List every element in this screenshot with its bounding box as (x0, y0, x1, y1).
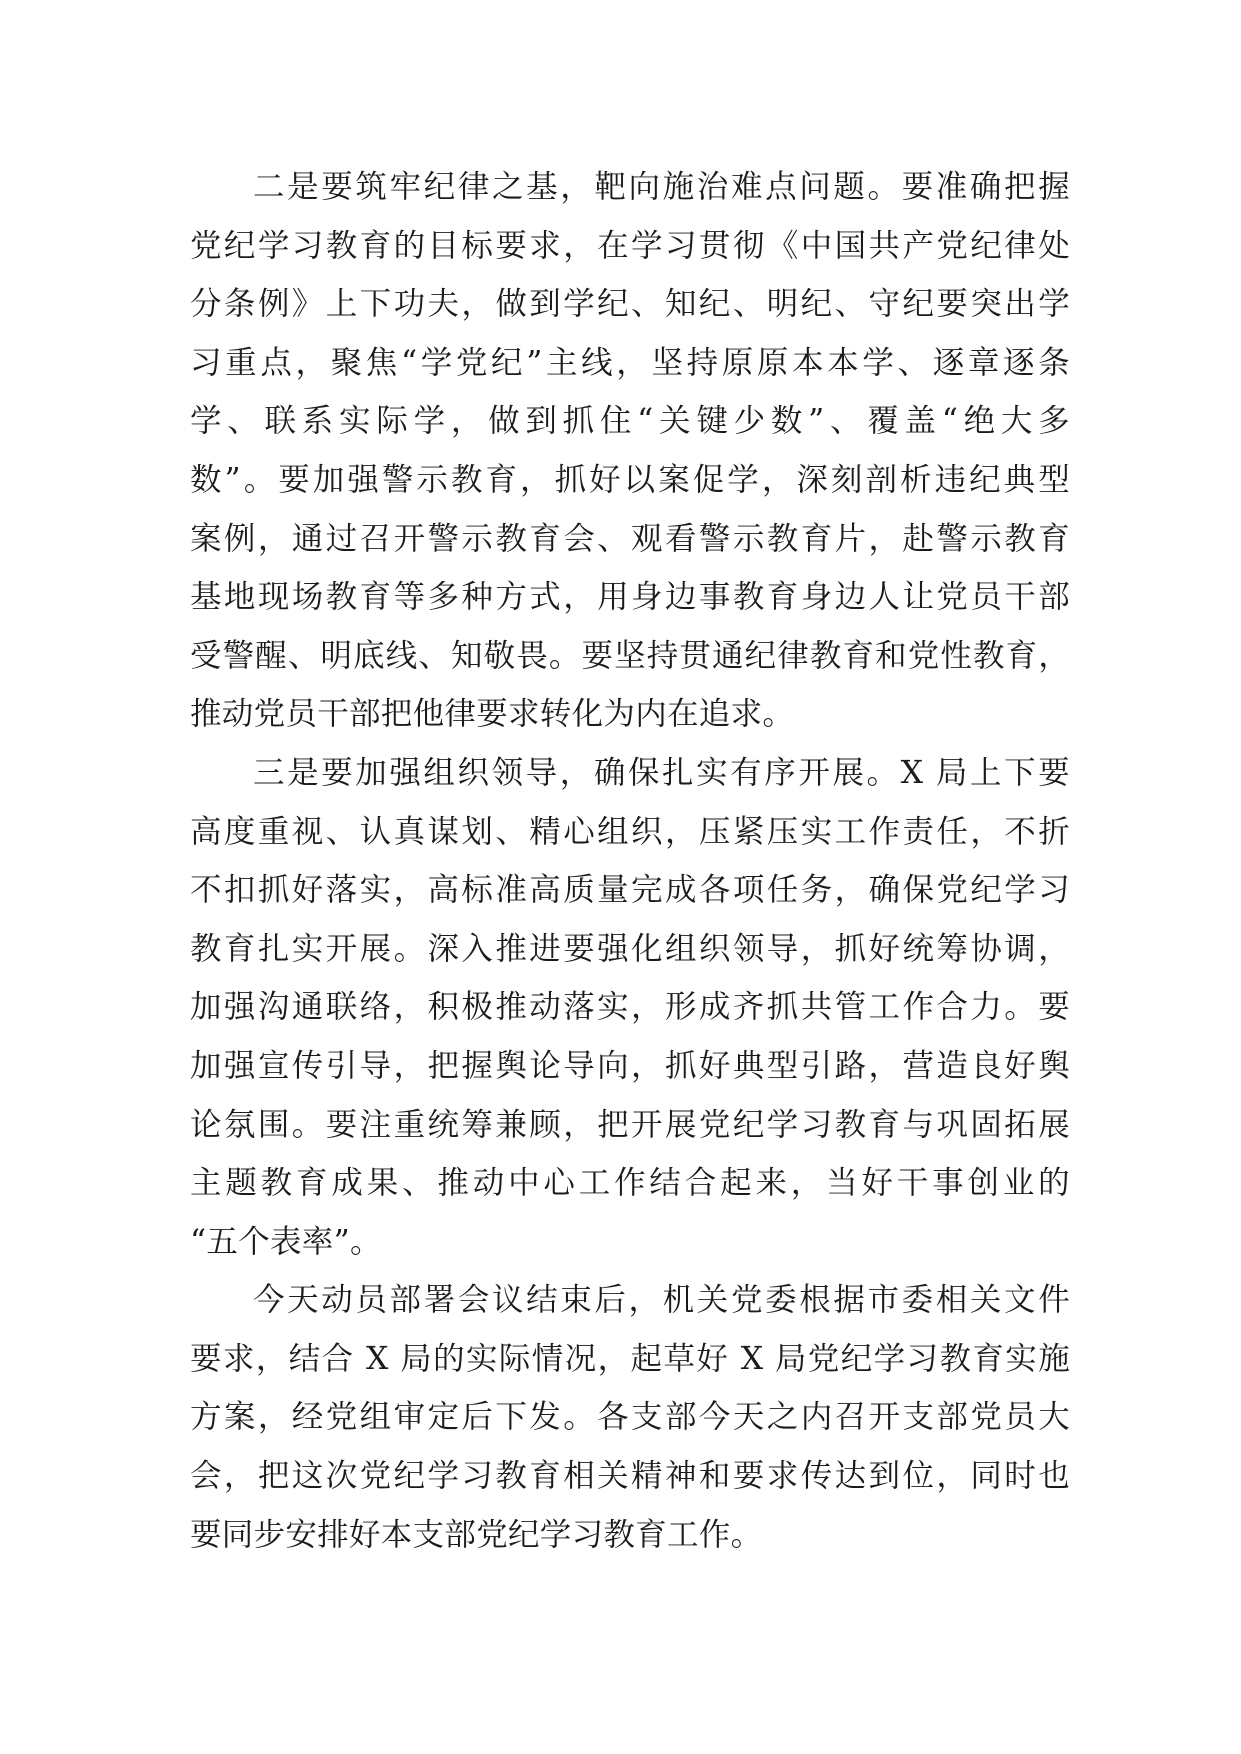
paragraph-line: 会，把这次党纪学习教育相关精神和要求传达到位，同时也 (190, 1458, 1070, 1495)
paragraph-organization-leadership (190, 744, 1070, 1271)
paragraph-line: 数”。要加强警示教育，抓好以案促学，深刻剖析违纪典型 (190, 461, 1070, 498)
paragraph-line: 加强沟通联络，积极推动落实，形成齐抓共管工作合力。要 (190, 989, 1070, 1026)
paragraph-line: 加强宣传引导，把握舆论导向，抓好典型引路，营造良好舆 (190, 1047, 1070, 1084)
paragraph-discipline-foundation (190, 158, 1070, 744)
paragraph-line: 二是要筑牢纪律之基，靶向施治难点问题。要准确把握 (253, 169, 1070, 205)
paragraph-line: 推动党员干部把他律要求转化为内在追求。 (190, 696, 795, 733)
paragraph-line: 分条例》上下功夫，做到学纪、知纪、明纪、守纪要突出学 (190, 286, 1070, 323)
paragraph-line: 三是要加强组织领导，确保扎实有序开展。X 局上下要 (253, 754, 1070, 791)
paragraph-line: 要求，结合 X 局的实际情况，起草好 X 局党纪学习教育实施 (190, 1340, 1070, 1377)
paragraph-line: 论氛围。要注重统筹兼顾，把开展党纪学习教育与巩固拓展 (190, 1106, 1070, 1143)
paragraph-line: 基地现场教育等多种方式，用身边事教育身边人让党员干部 (190, 579, 1070, 616)
paragraph-line: 教育扎实开展。深入推进要强化组织领导，抓好统筹协调， (190, 930, 1070, 967)
paragraph-line: 不扣抓好落实，高标准高质量完成各项任务，确保党纪学习 (190, 872, 1070, 909)
paragraph-line: 案例，通过召开警示教育会、观看警示教育片，赴警示教育 (190, 520, 1070, 557)
paragraph-line: 学、联系实际学，做到抓住“关键少数”、覆盖“绝大多 (190, 403, 1070, 440)
paragraph-line: 今天动员部署会议结束后，机关党委根据市委相关文件 (253, 1282, 1070, 1319)
paragraph-line: 高度重视、认真谋划、精心组织，压紧压实工作责任，不折 (190, 813, 1070, 850)
paragraph-line: 党纪学习教育的目标要求，在学习贯彻《中国共产党纪律处 (190, 227, 1070, 264)
paragraph-line: 主题教育成果、推动中心工作结合起来，当好干事创业的 (190, 1165, 1070, 1202)
paragraph-line: “五个表率”。 (190, 1223, 382, 1260)
paragraph-follow-up-arrangements (190, 1271, 1070, 1564)
paragraph-line: 习重点，聚焦“学党纪”主线，坚持原原本本学、逐章逐条 (190, 344, 1070, 381)
paragraph-line: 方案，经党组审定后下发。各支部今天之内召开支部党员大 (190, 1399, 1070, 1436)
paragraph-line: 要同步安排好本支部党纪学习教育工作。 (190, 1516, 763, 1553)
document-body (190, 158, 1070, 1564)
paragraph-line: 受警醒、明底线、知敬畏。要坚持贯通纪律教育和党性教育， (190, 637, 1070, 674)
